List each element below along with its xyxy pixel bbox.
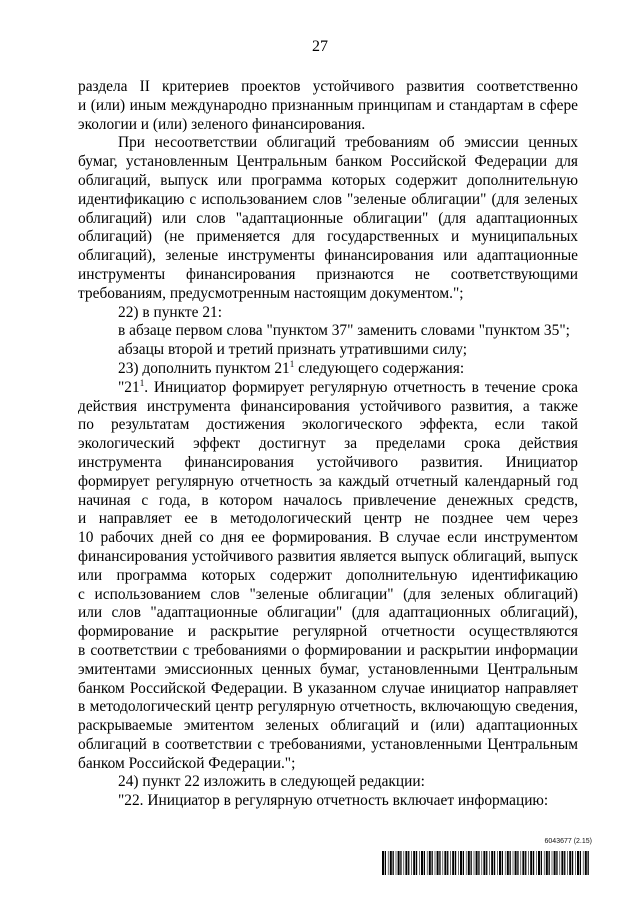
text-line-content: облигаций, выпуск или программа которых содержит дополнительную [78,171,578,189]
text-line-content: идентификацию с использованием слов "зеленые облигации" (для зеленых [78,190,578,208]
barcode-icon [382,851,592,875]
text-line-content: раздела II критериев проектов устойчивого развития соответственно [78,78,578,95]
text-line-content: в методологический центр регулярную отчетность, включающую сведения, [78,698,578,716]
text-line [78,379,578,398]
text-line [78,210,578,229]
text-line [78,341,578,360]
text-line [78,623,578,642]
text-line [78,773,578,792]
text-line [78,661,578,680]
text-line [78,116,578,135]
text-line [78,153,578,172]
text-line [78,435,578,454]
text-line-content: абзацы второй и третий признать утратившими силу; [118,341,468,359]
text-line [78,736,578,755]
text-line [78,529,578,548]
text-line [78,398,578,417]
document-code-label: 6043677 (2.15) [544,838,592,845]
text-line [78,228,578,247]
text-line [78,586,578,605]
text-line-content: в абзаце первом слова "пунктом 37" заменить словами "пунктом 35"; [118,322,570,340]
text-line [78,642,578,661]
text-line [78,191,578,210]
text-line-content: "21 [118,378,140,396]
text-line-content: "22. Инициатор в регулярную отчетность включает информацию: [118,792,549,810]
page-number: 27 [312,38,328,55]
text-line-content: с использованием слов "зеленые облигации" (для зеленых облигаций) [78,585,578,603]
text-line [78,698,578,717]
text-line-content: экологии и (или) зеленого финансирования. [78,115,366,133]
text-line [78,473,578,492]
text-line [78,304,578,323]
text-line-content: 24) пункт 22 изложить в следующей редакции: [118,773,425,791]
text-line-content: формирование и раскрытие регулярной отчетности осуществляются [78,623,578,641]
text-line [78,604,578,623]
text-line [78,134,578,153]
text-line-content: действия инструмента финансирования устойчивого развития, а также [78,397,578,415]
text-line-content: При несоответствии облигаций требованиям об эмиссии ценных [118,134,578,152]
text-line [78,247,578,266]
text-line-content: формирует регулярную отчетность за каждый отчетный календарный год [78,472,578,490]
text-line-content: требованиям, предусмотренным настоящим документом."; [78,284,464,302]
text-line-content: эмитентами эмиссионных ценных бумаг, установленными Центральным [78,660,578,678]
superscript: 1 [289,358,295,369]
text-line-content: инструмента финансирования устойчивого развития. Инициатор [78,453,578,471]
text-line-content: финансирования устойчивого развития является выпуск облигаций, выпуск [78,547,578,565]
document-body [78,78,578,811]
text-line-content: экологический эффект достигнут за пределами срока действия [78,435,578,453]
text-line [78,416,578,435]
text-line-content: в соответствии с требованиями о формировании и раскрытии информации [78,641,578,659]
text-line-content: бумаг, установленным Центральным банком Российской Федерации для [78,153,578,171]
text-line [78,492,578,511]
text-line-content: по результатам достижения экологического эффекта, если такой [78,416,578,434]
text-line-content: 23) дополнить пунктом 21 [118,359,290,377]
text-line [78,510,578,529]
text-line-content: или слов "адаптационные облигации" (для адаптационных облигаций), [78,604,578,622]
text-line-content: банком Российской Федерации."; [78,754,296,772]
text-line [78,680,578,699]
text-line [78,322,578,341]
text-line-content: или программа которых содержит дополнительную идентификацию [78,566,578,584]
text-line-content: облигаций в соответствии с требованиями, установленными Центральным [78,735,578,753]
text-line [78,548,578,567]
text-line-content: раскрываемые эмитентом зеленых облигаций и (или) адаптационных [78,717,578,735]
text-line [78,360,578,379]
text-line-content: и (или) иным международно признанным принципам и стандартам в сфере [78,96,578,114]
text-line-content: и направляет ее в методологический центр не позднее чем через [78,510,578,528]
text-line-content: облигаций), зеленые инструменты финансирования или адаптационные [78,247,578,265]
text-line [78,266,578,285]
text-line-content: инструменты финансирования признаются не соответствующими [78,265,578,283]
text-line-content: банком Российской Федерации. В указанном случае инициатор направляет [78,679,578,697]
text-line [78,792,578,811]
text-line [78,567,578,586]
text-line [78,717,578,736]
text-line-continuation: следующего содержания: [294,359,465,377]
document-code-block [382,838,592,878]
text-line-content: 10 рабочих дней со дня ее формирования. В случае если инструментом [78,529,578,547]
text-line [78,97,578,116]
text-line-content: 22) в пункте 21: [118,303,222,321]
text-line-continuation: . Инициатор формирует регулярную отчетность в течение срока [144,378,578,396]
text-line [78,755,578,774]
superscript: 1 [139,377,145,388]
text-line [78,78,578,97]
text-line-content: облигаций) или слов "адаптационные облигации" (для адаптационных [78,209,578,227]
text-line-content: начиная с года, в котором началось привлечение денежных средств, [78,491,578,509]
text-line [78,172,578,191]
text-line-content: облигаций) (не применяется для государственных и муниципальных [78,228,578,246]
text-line [78,454,578,473]
text-line [78,285,578,304]
